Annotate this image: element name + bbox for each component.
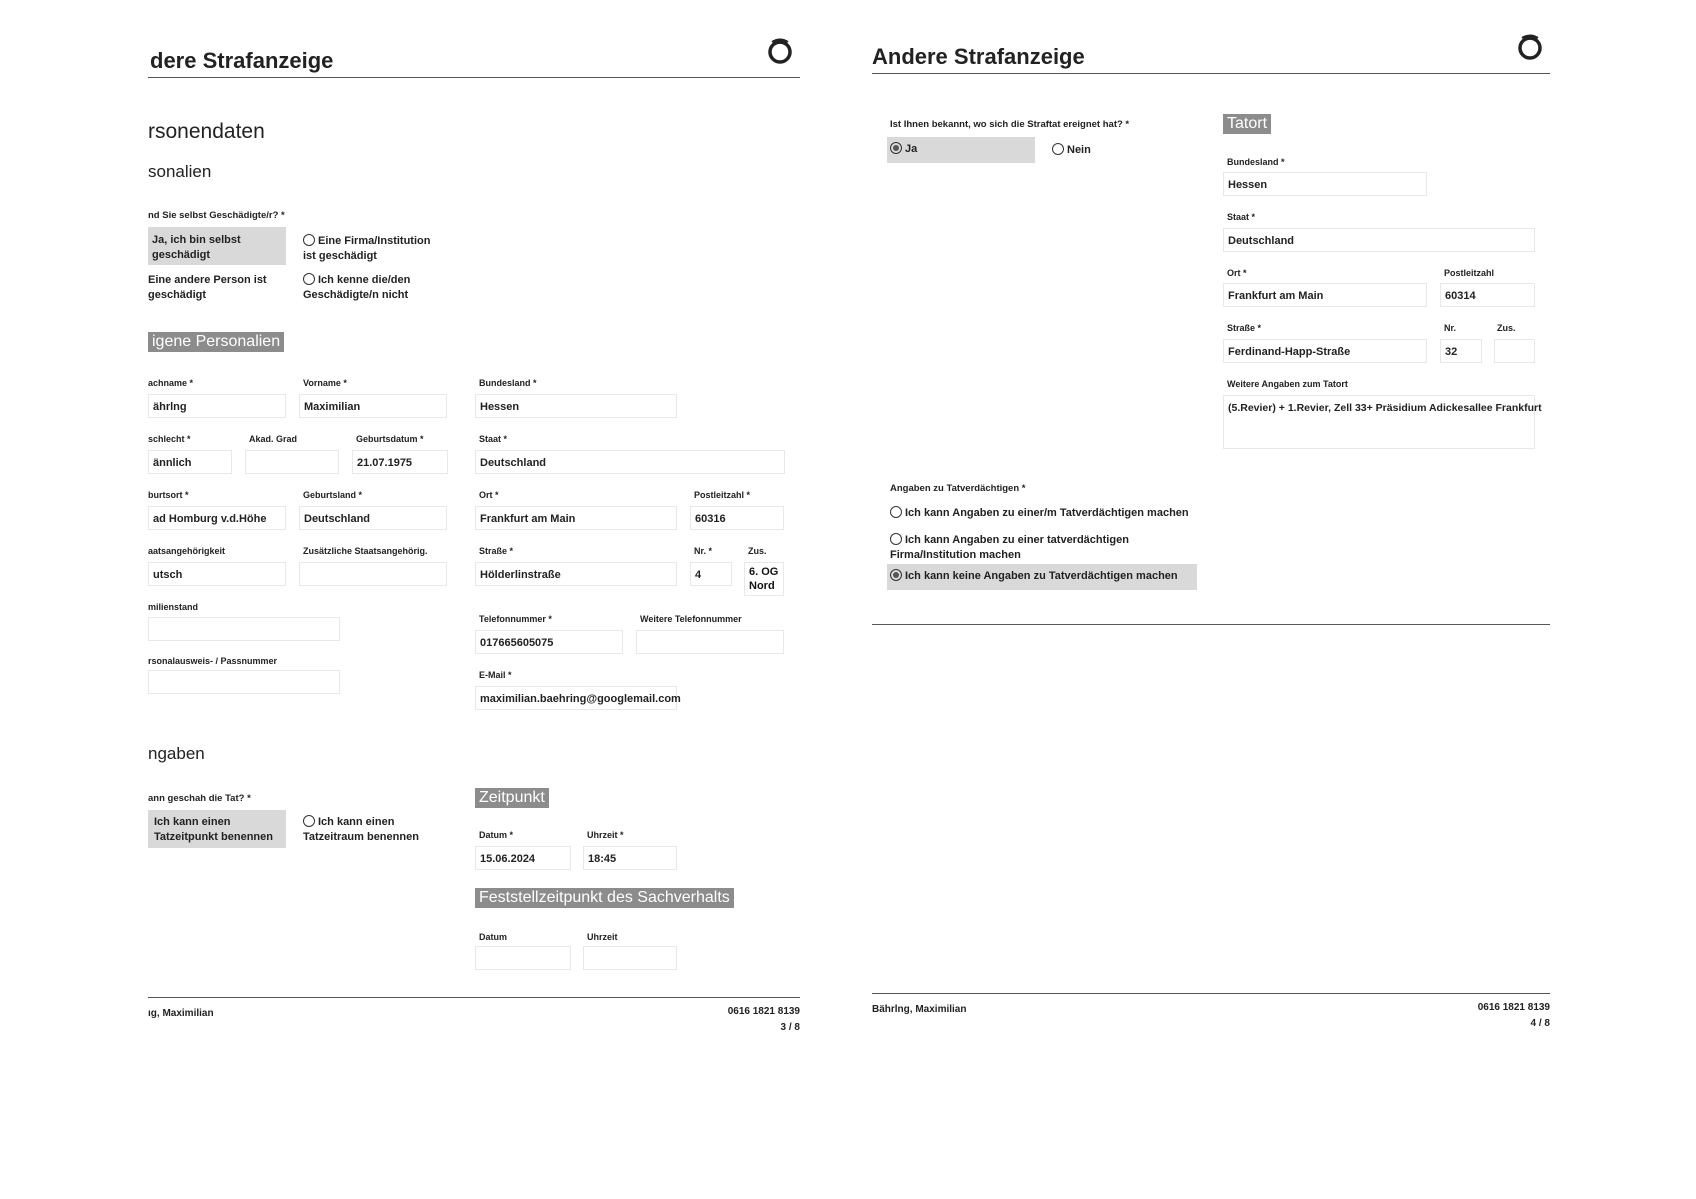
radio-icon <box>890 506 902 518</box>
uhrzeit2-field[interactable] <box>583 946 677 970</box>
suspect-option-none[interactable] <box>887 564 1197 590</box>
where-option-label: Nein <box>1067 144 1091 156</box>
city-field[interactable]: Frankfurt am Main <box>475 506 677 530</box>
country-field[interactable]: Deutschland <box>475 450 785 474</box>
email-field[interactable]: maximilian.baehring@googlemail.com <box>475 686 677 710</box>
street-field[interactable]: Hölderlinstraße <box>475 562 677 586</box>
tatort-zip-label: Postleitzahl <box>1444 268 1495 278</box>
datum2-label: Datum <box>479 932 508 942</box>
gender-field[interactable]: ännlich <box>148 450 232 474</box>
victim-option-other[interactable] <box>148 273 278 303</box>
suspect-option-label: Ich kann Angaben zu einer tatverdächtigen Firma/Institution machen <box>890 534 1129 561</box>
when-option-range[interactable] <box>303 815 433 845</box>
radio-icon <box>890 533 902 545</box>
zus-field[interactable] <box>744 562 784 596</box>
badge-zeitpunkt: Zeitpunkt <box>475 788 549 808</box>
when-option-point[interactable] <box>148 810 286 848</box>
page-4-header-title: Andere Strafanzeige <box>872 44 1085 69</box>
tatort-city-field[interactable]: Frankfurt am Main <box>1223 283 1427 307</box>
radio-icon <box>303 273 315 285</box>
victim-option-company[interactable] <box>303 234 443 264</box>
city-label: Ort * <box>479 490 499 500</box>
tatort-country-field[interactable]: Deutschland <box>1223 228 1535 252</box>
datum-label: Datum * <box>479 830 514 840</box>
zip-field[interactable]: 60316 <box>690 506 784 530</box>
idno-field[interactable] <box>148 670 340 694</box>
street-label: Straße * <box>479 546 514 556</box>
footer-ref: 0616 1821 8139 <box>727 1006 800 1017</box>
firstname-label: Vorname * <box>303 378 347 388</box>
acad-field[interactable] <box>245 450 339 474</box>
victim-option-label: Ich kenne die/den Geschädigte/n nicht <box>303 274 411 301</box>
victim-option-label: Eine andere Person ist geschädigt <box>148 274 267 301</box>
suspect-option-label: Ich kann Angaben zu einer/m Tatverdächtigen machen <box>905 507 1189 519</box>
tatort-street-field[interactable]: Ferdinand-Happ-Straße <box>1223 339 1427 363</box>
question-suspects: Angaben zu Tatverdächtigen * <box>890 483 1026 494</box>
footer-name: Bährlng, Maximilian <box>872 1004 967 1015</box>
when-option-label: Ich kann einen Tatzeitraum benennen <box>303 816 419 843</box>
radio-icon <box>303 815 315 827</box>
question-victim: nd Sie selbst Geschädigte/r? * <box>148 210 285 221</box>
section-angaben: ngaben <box>148 744 205 763</box>
police-logo-icon <box>1516 32 1544 60</box>
tatort-street-label: Straße * <box>1227 323 1262 333</box>
email-label: E-Mail * <box>479 670 512 680</box>
dob-field[interactable]: 21.07.1975 <box>352 450 448 474</box>
victim-option-label: Ja, ich bin selbst geschädigt <box>152 234 241 261</box>
phone2-field[interactable] <box>636 630 784 654</box>
uhrzeit-label: Uhrzeit * <box>587 830 624 840</box>
state-field[interactable]: Hessen <box>475 394 677 418</box>
uhrzeit2-label: Uhrzeit <box>587 932 618 942</box>
tatort-zus-label: Zus. <box>1497 323 1516 333</box>
datum-field[interactable]: 15.06.2024 <box>475 846 571 870</box>
footer-page: 3 / 8 <box>780 1022 800 1033</box>
lastname-label: achname * <box>148 378 194 388</box>
suspect-option-label: Ich kann keine Angaben zu Tatverdächtigen machen <box>905 570 1178 582</box>
victim-option-self[interactable] <box>148 227 286 265</box>
nr-label: Nr. * <box>694 546 713 556</box>
header-rule <box>148 77 800 78</box>
zus-label: Zus. <box>748 546 767 556</box>
addnat-label: Zusätzliche Staatsangehörig. <box>303 546 428 556</box>
uhrzeit-field[interactable]: 18:45 <box>583 846 677 870</box>
nationality-label: aatsangehörigkeit <box>148 546 226 556</box>
zip-label: Postleitzahl * <box>694 490 751 500</box>
radio-selected-icon <box>890 142 902 154</box>
where-option-no[interactable] <box>1052 143 1091 158</box>
radio-icon <box>1052 143 1064 155</box>
suspect-option-company[interactable] <box>890 533 1190 563</box>
idno-label: rsonalausweis- / Passnummer <box>148 656 278 666</box>
lastname-field[interactable]: ährlng <box>148 394 286 418</box>
addnat-field[interactable] <box>299 562 447 586</box>
tatort-nr-field[interactable]: 32 <box>1440 339 1482 363</box>
datum2-field[interactable] <box>475 946 571 970</box>
tatort-nr-label: Nr. <box>1444 323 1457 333</box>
radio-selected-icon <box>890 569 902 581</box>
tatort-zip-field[interactable]: 60314 <box>1440 283 1535 307</box>
nr-field[interactable]: 4 <box>690 562 732 586</box>
footer-rule <box>872 993 1550 994</box>
footer-rule <box>148 997 800 998</box>
radio-icon <box>303 234 315 246</box>
badge-tatort: Tatort <box>1223 114 1271 134</box>
where-option-label: Ja <box>905 143 918 155</box>
badge-personal: igene Personalien <box>148 332 284 352</box>
police-logo-icon <box>766 36 794 64</box>
tatort-state-field[interactable]: Hessen <box>1223 172 1427 196</box>
header-rule <box>872 73 1550 74</box>
nationality-field[interactable]: utsch <box>148 562 286 586</box>
footer-page: 4 / 8 <box>1530 1018 1550 1029</box>
tatort-state-label: Bundesland * <box>1227 157 1285 167</box>
firstname-field[interactable]: Maximilian <box>299 394 447 418</box>
tatort-zus-field[interactable] <box>1494 339 1535 363</box>
marital-field[interactable] <box>148 617 340 641</box>
where-option-yes[interactable] <box>887 137 1035 163</box>
suspect-option-person[interactable] <box>890 506 1189 521</box>
tatort-country-label: Staat * <box>1227 212 1256 222</box>
section-title: rsonendaten <box>148 120 265 143</box>
birthplace-field[interactable]: ad Homburg v.d.Höhe <box>148 506 286 530</box>
victim-option-label: Eine Firma/Institution ist geschädigt <box>303 235 431 262</box>
zus-line2: Nord <box>749 580 775 592</box>
tatort-city-label: Ort * <box>1227 268 1247 278</box>
birthplace-label: burtsort * <box>148 490 189 500</box>
question-where: Ist Ihnen bekannt, wo sich die Straftat ereignet hat? * <box>890 119 1130 130</box>
country-label: Staat * <box>479 434 508 444</box>
acad-label: Akad. Grad <box>249 434 298 444</box>
phone-field[interactable]: 017665605075 <box>475 630 623 654</box>
footer-name: ıg, Maximilian <box>148 1008 214 1019</box>
birthcountry-field[interactable]: Deutschland <box>299 506 447 530</box>
footer-ref: 0616 1821 8139 <box>1477 1002 1550 1013</box>
question-when: ann geschah die Tat? * <box>148 793 251 804</box>
victim-option-unknown[interactable] <box>303 273 433 303</box>
tatort-more-label: Weitere Angaben zum Tatort <box>1227 379 1348 389</box>
phone2-label: Weitere Telefonnummer <box>640 614 742 624</box>
sub-title: sonalien <box>148 162 212 181</box>
state-label: Bundesland * <box>479 378 537 388</box>
dob-label: Geburtsdatum * <box>356 434 424 444</box>
section-rule <box>872 624 1550 625</box>
zus-line1: 6. OG <box>749 566 779 578</box>
birthcountry-label: Geburtsland * <box>303 490 363 500</box>
phone-label: Telefonnummer * <box>479 614 552 624</box>
gender-label: schlecht * <box>148 434 191 444</box>
page-3-header-title: dere Strafanzeige <box>150 48 334 73</box>
tatort-more-field[interactable]: (5.Revier) + 1.Revier, Zell 33+ Präsidium Adickesallee Frankfurt <box>1223 395 1535 449</box>
marital-label: milienstand <box>148 602 199 612</box>
badge-feststell: Feststellzeitpunkt des Sachverhalts <box>475 888 734 908</box>
when-option-label: Ich kann einen Tatzeitpunkt benennen <box>154 816 273 843</box>
